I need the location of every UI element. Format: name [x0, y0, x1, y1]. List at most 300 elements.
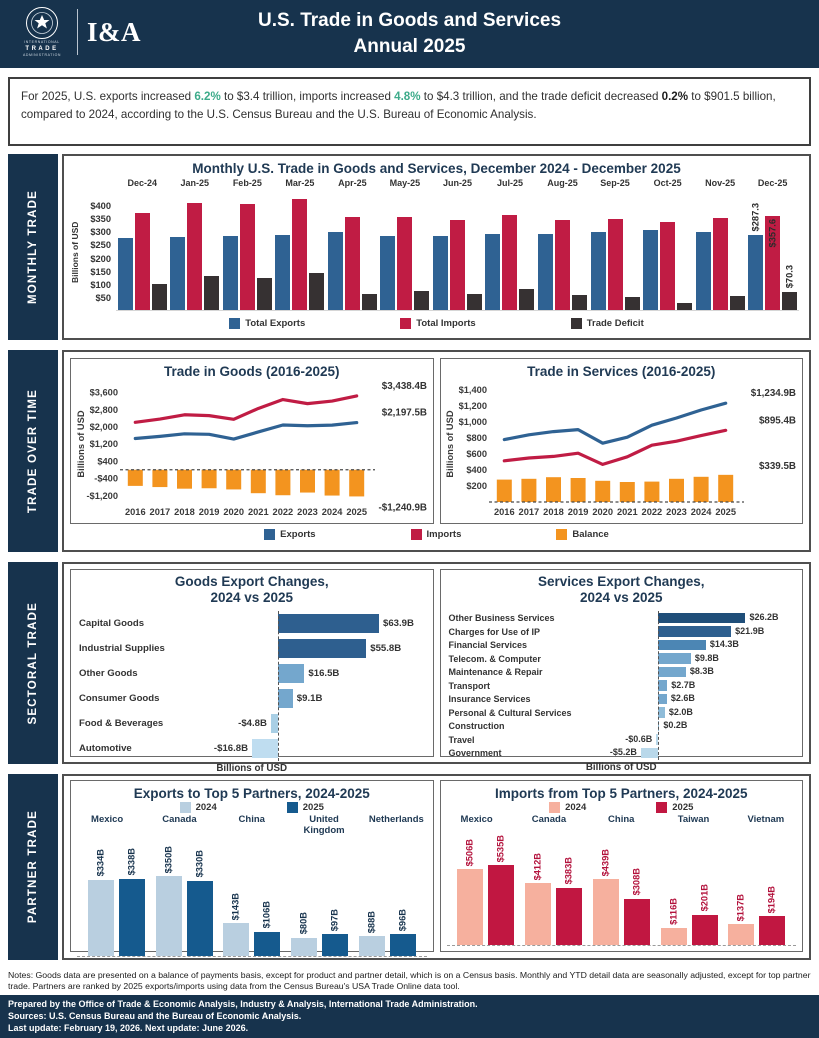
- annotation: $2,197.5B: [381, 407, 427, 419]
- bar-value-label: $308B: [631, 868, 642, 896]
- bar-total-exports-dec-25[interactable]: [748, 203, 763, 310]
- balance-bar-2024[interactable]: [694, 477, 709, 502]
- annotation: $1,234.9B: [751, 388, 797, 400]
- bar-total-imports-dec-25[interactable]: [765, 216, 780, 310]
- y-tick: $1,200: [89, 439, 118, 450]
- bar-zone: [596, 625, 792, 639]
- goods-export-changes-chart[interactable]: [70, 569, 434, 775]
- category-label: Other Business Services: [448, 613, 555, 624]
- bar-total-imports-aug-25[interactable]: [555, 220, 570, 310]
- balance-bar-2022[interactable]: [275, 470, 290, 495]
- services-changes-x-label: Billions of USD: [585, 761, 657, 773]
- x-tick-2016: 2016: [494, 506, 515, 517]
- value-label: $55.8B: [370, 642, 402, 654]
- bar-group-aug-25: [536, 220, 589, 310]
- legend-label: Trade Deficit: [586, 317, 644, 329]
- x-tick-2020: 2020: [592, 506, 614, 517]
- bar-other-business-services[interactable]: [658, 613, 745, 624]
- bar-total-exports-aug-25[interactable]: [538, 234, 553, 310]
- bar-value-label: $96B: [397, 908, 408, 931]
- bar-trade-deficit-feb-25[interactable]: [257, 278, 272, 310]
- bar-zone: [596, 719, 792, 733]
- monthly-month-labels: [116, 178, 799, 188]
- category-label: Financial Services: [448, 640, 528, 651]
- partner-name-united-kingdom: United Kingdom: [303, 813, 345, 836]
- footer-prepared-by: Prepared by the Office of Trade & Economic Analysis, Industry & Analysis, International Trade Administration.: [8, 998, 478, 1009]
- bar-capital-goods[interactable]: [278, 614, 379, 633]
- services-export-changes-chart[interactable]: [440, 569, 804, 773]
- bar-2025-mexico[interactable]: [119, 848, 145, 956]
- exports-partners-chart[interactable]: [70, 780, 434, 952]
- bar-2025-taiwan[interactable]: [692, 884, 718, 945]
- bar-zone: [203, 611, 425, 636]
- section-monthly-trade: [8, 154, 811, 340]
- x-tick-2020: 2020: [223, 506, 244, 517]
- legend-item-total-exports[interactable]: [229, 318, 305, 329]
- bar-total-exports-mar-25[interactable]: [275, 235, 290, 310]
- bar-zone: [596, 611, 792, 625]
- bar-total-exports-feb-25[interactable]: [223, 236, 238, 310]
- page-title-line2: Annual 2025: [353, 35, 466, 57]
- bar-total-imports-feb-25[interactable]: [240, 204, 255, 310]
- month-label-mar-25: Mar-25: [285, 177, 315, 188]
- partner-name-vietnam: Vietnam: [747, 813, 785, 825]
- exports-swatch-icon: [264, 529, 275, 540]
- bar-group-feb-25: [221, 204, 274, 310]
- trade-over-time-legend: [64, 529, 809, 540]
- legend-item-total-imports[interactable]: [400, 318, 475, 329]
- balance-bar-2025[interactable]: [349, 470, 364, 497]
- monthly-legend: [64, 318, 809, 329]
- balance-bar-2016[interactable]: [497, 480, 512, 502]
- bar-trade-deficit-aug-25[interactable]: [572, 295, 587, 310]
- bar-value-label: $137B: [735, 894, 746, 922]
- y-tick: $800: [466, 433, 488, 444]
- balance-swatch-icon: [556, 529, 567, 540]
- total-imports-swatch-icon: [400, 318, 411, 329]
- imports-partners-names: [441, 814, 803, 825]
- legend-item-trade-deficit[interactable]: [571, 318, 644, 329]
- row-other-business-services: [441, 611, 803, 625]
- bar-zone: [596, 638, 792, 652]
- bar-2024-mexico[interactable]: [88, 849, 114, 956]
- balance-bar-2022[interactable]: [645, 482, 660, 502]
- bar-total-imports-mar-25[interactable]: [292, 199, 307, 310]
- bar-total-exports-oct-25[interactable]: [643, 230, 658, 310]
- row-financial-services: [441, 638, 803, 652]
- bar-value-label: $330B: [193, 850, 204, 878]
- zero-line: [658, 611, 659, 760]
- balance-bar-2021[interactable]: [620, 482, 635, 502]
- bar-value-label: $535B: [495, 834, 506, 862]
- bar-total-exports-may-25[interactable]: [380, 236, 395, 310]
- bar-trade-deficit-dec-24[interactable]: [152, 284, 167, 310]
- balance-bar-2025[interactable]: [718, 475, 733, 502]
- y-tick: $3,600: [89, 387, 118, 398]
- legend-label: Total Imports: [416, 317, 476, 329]
- bar-zone: [203, 736, 425, 761]
- bar-total-imports-jul-25[interactable]: [502, 215, 517, 310]
- bar-group-china: [223, 892, 280, 956]
- bar-2024-china[interactable]: [593, 848, 619, 945]
- legend-item-2025[interactable]: [287, 802, 324, 813]
- bar-trade-deficit-jan-25[interactable]: [204, 276, 219, 310]
- sidebar-tab-trade-over-time: TRADE OVER TIME: [8, 350, 58, 552]
- bar-group-jul-25: [484, 215, 537, 310]
- notes-text: Notes: Goods data are presented on a balance of payments basis, except for product and partner detail, which is on a Census basis. Monthly and YTD detail data are seasonally adjusted, except for top partner trade. Partners are ranked by 2025 exports/imports using data from the Census Bureau's USA Trade Online data tool.: [8, 969, 811, 992]
- goods-changes-title: Goods Export Changes, 2024 vs 2025: [174, 573, 329, 606]
- goods-export-changes-rows: [71, 611, 433, 761]
- category-label: Maintenance & Repair: [448, 667, 543, 678]
- bar-2025-china[interactable]: [254, 901, 280, 956]
- bar-zone: [596, 706, 792, 720]
- bar-group-canada: [156, 845, 213, 956]
- bar-total-imports-sep-25[interactable]: [608, 219, 623, 309]
- sectoral-trade-panel: [62, 562, 811, 775]
- bar-value-label: $506B: [464, 838, 475, 867]
- bar-consumer-goods[interactable]: [278, 689, 292, 708]
- balance-bar-2016[interactable]: [128, 470, 143, 486]
- exports-partners-plot[interactable]: [77, 836, 427, 957]
- x-tick-2018: 2018: [173, 506, 195, 517]
- balance-bar-2020[interactable]: [226, 470, 241, 490]
- x-tick-2018: 2018: [543, 506, 565, 517]
- goods-changes-x-label: Billions of USD: [216, 763, 288, 775]
- bar-trade-deficit-oct-25[interactable]: [677, 303, 692, 310]
- partner-trade-panel: [62, 774, 811, 960]
- bar-total-imports-nov-25[interactable]: [713, 218, 728, 310]
- goods-over-time-chart[interactable]: [70, 358, 434, 524]
- 2025-swatch-icon: [656, 802, 667, 813]
- balance-bar-2019[interactable]: [201, 470, 216, 488]
- bar-value-label: $143B: [230, 892, 241, 921]
- zero-line: [278, 611, 279, 761]
- y-tick: -$400: [93, 473, 118, 484]
- x-tick-2024: 2024: [321, 506, 343, 517]
- value-label: $21.9B: [735, 625, 765, 636]
- category-label: Personal & Cultural Services: [448, 707, 572, 718]
- bar-total-exports-jun-25[interactable]: [433, 236, 448, 310]
- category-label: Consumer Goods: [79, 693, 160, 705]
- bar-group-jan-25: [169, 203, 222, 309]
- bar-total-exports-jul-25[interactable]: [485, 234, 500, 310]
- bar-financial-services[interactable]: [658, 640, 706, 651]
- section-trade-over-time: [8, 350, 811, 552]
- row-government: [441, 746, 803, 760]
- goods-time-title: Trade in Goods (2016-2025): [163, 363, 340, 379]
- 2024-swatch-icon: [180, 802, 191, 813]
- bar-trade-deficit-apr-25[interactable]: [362, 294, 377, 310]
- imports-swatch-icon: [411, 529, 422, 540]
- legend-label: 2025: [672, 801, 694, 813]
- bar-group-oct-25: [641, 222, 694, 310]
- imports-pct-change: 4.8%: [394, 90, 421, 103]
- bar-total-imports-jun-25[interactable]: [450, 220, 465, 310]
- bar-value-label: $439B: [600, 848, 611, 877]
- bar-maintenance-repair[interactable]: [658, 667, 686, 678]
- bar-zone: [596, 746, 792, 760]
- value-label: $0.2B: [663, 720, 688, 731]
- bar-group-taiwan: [661, 884, 718, 945]
- bar-total-exports-dec-24[interactable]: [118, 238, 133, 310]
- balance-bar-2017[interactable]: [522, 479, 537, 502]
- bar-automotive[interactable]: [252, 739, 278, 758]
- legend-item-exports[interactable]: [264, 529, 315, 540]
- balance-bar-2017[interactable]: [152, 470, 167, 487]
- category-label: Food & Beverages: [79, 718, 164, 730]
- bar-total-imports-jan-25[interactable]: [187, 203, 202, 309]
- bar-total-imports-oct-25[interactable]: [660, 222, 675, 310]
- row-automotive: [71, 736, 433, 761]
- category-label: Insurance Services: [448, 694, 531, 705]
- balance-bar-2023[interactable]: [669, 479, 684, 502]
- partner-name-netherlands: Netherlands: [368, 813, 424, 825]
- app-header: [0, 0, 819, 68]
- row-telecom-computer: [441, 652, 803, 666]
- legend-item-2024[interactable]: [180, 802, 217, 813]
- y-tick: $200: [90, 253, 111, 264]
- month-label-may-25: May-25: [389, 177, 421, 188]
- exports-pct-change: 6.2%: [194, 90, 221, 103]
- value-label: $26.2B: [749, 612, 779, 623]
- category-label: Transport: [448, 680, 491, 691]
- balance-bar-2020[interactable]: [595, 481, 610, 502]
- x-tick-2017: 2017: [149, 506, 170, 517]
- bar-zone: [203, 686, 425, 711]
- value-label: -$5.2B: [609, 747, 637, 758]
- bar-2024-china[interactable]: [223, 892, 249, 956]
- bar-2025-united-kingdom[interactable]: [322, 908, 348, 956]
- row-construction: [441, 719, 803, 733]
- legend-label: Exports: [280, 528, 316, 540]
- bar-group-netherlands: [359, 908, 416, 956]
- category-label: Travel: [448, 734, 475, 745]
- legend-item-imports[interactable]: [411, 529, 462, 540]
- y-tick: $1,400: [458, 385, 488, 396]
- bar-2025-canada[interactable]: [187, 850, 213, 956]
- month-label-jun-25: Jun-25: [442, 177, 472, 188]
- row-capital-goods: [71, 611, 433, 636]
- monthly-chart-title: Monthly U.S. Trade in Goods and Services, December 2024 - December 2025: [192, 160, 681, 176]
- bar-2025-netherlands[interactable]: [390, 908, 416, 956]
- row-maintenance-repair: [441, 665, 803, 679]
- bar-group-dec-24: [116, 213, 169, 310]
- month-label-sep-25: Sep-25: [600, 177, 630, 188]
- y-tick: $400: [90, 201, 111, 212]
- balance-bar-2023[interactable]: [300, 470, 315, 493]
- partner-name-mexico: Mexico: [460, 813, 493, 825]
- x-tick-2023: 2023: [296, 506, 318, 517]
- bar-value-label: $357.6: [766, 219, 777, 248]
- bar-total-imports-may-25[interactable]: [397, 217, 412, 310]
- value-label: $63.9B: [383, 617, 414, 629]
- y-tick: $400: [466, 465, 488, 476]
- legend-item-balance[interactable]: [556, 529, 608, 540]
- exports-line[interactable]: [135, 423, 356, 439]
- bar-other-goods[interactable]: [278, 664, 304, 683]
- category-label: Construction: [448, 721, 505, 732]
- goods-over-time-svg: [75, 381, 429, 521]
- row-transport: [441, 679, 803, 693]
- bar-trade-deficit-jul-25[interactable]: [519, 289, 534, 309]
- x-tick-2023: 2023: [666, 506, 688, 517]
- imports-partners-chart[interactable]: [440, 780, 804, 952]
- monthly-trade-panel[interactable]: [62, 154, 811, 340]
- bar-group-jun-25: [431, 220, 484, 310]
- value-label: $8.3B: [689, 666, 714, 677]
- bar-telecom-computer[interactable]: [658, 653, 691, 664]
- value-label: $2.0B: [668, 706, 693, 717]
- monthly-y-axis-label: Billions of USD: [70, 221, 80, 283]
- balance-bar-2024[interactable]: [324, 470, 339, 496]
- bar-transport[interactable]: [658, 680, 667, 691]
- partner-name-canada: Canada: [162, 813, 197, 825]
- services-time-title: Trade in Services (2016-2025): [527, 363, 716, 379]
- y-axis-label: Billions of USD: [445, 410, 456, 478]
- sidebar-tab-sectoral-trade: SECTORAL TRADE: [8, 562, 58, 764]
- value-label: -$0.6B: [625, 733, 653, 744]
- bar-total-imports-dec-24[interactable]: [135, 213, 150, 310]
- value-label: -$16.8B: [213, 742, 249, 754]
- bar-2024-mexico[interactable]: [457, 838, 483, 945]
- bar-total-imports-apr-25[interactable]: [345, 217, 360, 310]
- value-label: $2.6B: [670, 693, 695, 704]
- bar-insurance-services[interactable]: [658, 694, 667, 705]
- bar-trade-deficit-dec-25[interactable]: [782, 265, 797, 310]
- bar-2024-canada[interactable]: [156, 845, 182, 956]
- bar-value-label: $412B: [532, 852, 543, 881]
- x-tick-2022: 2022: [272, 506, 293, 517]
- section-partner-trade: [8, 774, 811, 960]
- month-label-dec-25: Dec-25: [757, 177, 788, 188]
- bar-2024-netherlands[interactable]: [359, 910, 385, 956]
- annotation: $339.5B: [759, 460, 797, 472]
- bar-trade-deficit-sep-25[interactable]: [625, 297, 640, 310]
- bar-zone: [596, 733, 792, 747]
- x-tick-2017: 2017: [518, 506, 540, 517]
- bar-2025-canada[interactable]: [556, 857, 582, 945]
- bar-charges-for-use-of-ip[interactable]: [658, 626, 731, 637]
- bar-2025-mexico[interactable]: [488, 834, 514, 945]
- bar-2024-canada[interactable]: [525, 852, 551, 945]
- imports-line[interactable]: [135, 396, 356, 422]
- legend-label: 2025: [302, 801, 324, 813]
- balance-bar-2019[interactable]: [571, 478, 586, 502]
- bar-2024-united-kingdom[interactable]: [291, 912, 317, 956]
- bar-trade-deficit-may-25[interactable]: [414, 291, 429, 310]
- imports-line[interactable]: [505, 430, 726, 464]
- summary-text-1: For 2025, U.S. exports increased: [21, 90, 195, 103]
- value-label: $16.5B: [308, 667, 340, 679]
- balance-bar-2018[interactable]: [546, 477, 561, 502]
- ia-logo-text: I&A: [87, 16, 141, 47]
- services-over-time-chart[interactable]: [440, 358, 804, 524]
- bar-group-nov-25: [694, 218, 747, 310]
- bar-2025-vietnam[interactable]: [759, 885, 785, 945]
- x-tick-2021: 2021: [617, 506, 638, 517]
- bar-value-label: $97B: [329, 908, 340, 931]
- row-other-goods: [71, 661, 433, 686]
- legend-item-2024[interactable]: [549, 802, 586, 813]
- balance-bar-2021[interactable]: [251, 470, 266, 493]
- category-label: Government: [448, 748, 502, 759]
- month-label-apr-25: Apr-25: [338, 177, 367, 188]
- bar-total-exports-sep-25[interactable]: [591, 232, 606, 310]
- legend-item-2025[interactable]: [656, 802, 693, 813]
- y-tick: $250: [90, 240, 111, 251]
- x-tick-2025: 2025: [346, 506, 367, 517]
- y-tick: $600: [466, 449, 488, 460]
- bar-2025-china[interactable]: [624, 868, 650, 945]
- monthly-y-axis: [80, 193, 116, 311]
- bar-group-sep-25: [589, 219, 642, 309]
- month-label-nov-25: Nov-25: [705, 177, 736, 188]
- x-tick-2021: 2021: [247, 506, 269, 517]
- bar-2024-taiwan[interactable]: [661, 897, 687, 945]
- row-industrial-supplies: [71, 636, 433, 661]
- bar-value-label: $350B: [162, 845, 173, 873]
- y-tick: $400: [97, 456, 118, 467]
- row-insurance-services: [441, 692, 803, 706]
- bar-trade-deficit-nov-25[interactable]: [730, 296, 745, 310]
- bar-food-beverages[interactable]: [271, 714, 279, 733]
- y-tick: $2,800: [89, 404, 118, 415]
- bar-total-exports-nov-25[interactable]: [696, 232, 711, 310]
- bar-value-label: $116B: [667, 897, 678, 925]
- bar-group-apr-25: [326, 217, 379, 310]
- bar-group-may-25: [379, 217, 432, 310]
- bar-zone: [596, 679, 792, 693]
- category-label: Capital Goods: [79, 618, 145, 630]
- partner-name-taiwan: Taiwan: [677, 813, 710, 825]
- category-label: Telecom. & Computer: [448, 653, 541, 664]
- x-tick-2019: 2019: [198, 506, 220, 517]
- total-exports-swatch-icon: [229, 318, 240, 329]
- annotation: $895.4B: [759, 415, 797, 427]
- bar-trade-deficit-jun-25[interactable]: [467, 294, 482, 310]
- bar-total-exports-jan-25[interactable]: [170, 237, 185, 310]
- bar-value-label: $287.3: [749, 203, 760, 232]
- services-changes-title: Services Export Changes, 2024 vs 2025: [537, 573, 705, 606]
- balance-bar-2018[interactable]: [177, 470, 192, 489]
- month-label-jul-25: Jul-25: [496, 177, 523, 188]
- legend-label: Balance: [572, 528, 609, 540]
- month-label-dec-24: Dec-24: [127, 177, 158, 188]
- partner-name-china: China: [608, 813, 635, 825]
- bar-government[interactable]: [641, 748, 658, 759]
- value-label: -$4.8B: [238, 717, 267, 729]
- footer-last-update: Last update: February 19, 2026. Next update: June 2026.: [8, 1022, 249, 1033]
- bar-2024-vietnam[interactable]: [728, 894, 754, 944]
- bar-industrial-supplies[interactable]: [278, 639, 366, 658]
- bar-group-united-kingdom: [291, 908, 348, 956]
- monthly-bar-plot[interactable]: [116, 192, 799, 311]
- bar-value-label: $334B: [95, 849, 106, 877]
- bar-zone: [203, 661, 425, 686]
- y-tick: $350: [90, 214, 111, 225]
- x-tick-2022: 2022: [641, 506, 663, 517]
- y-axis-label: Billions of USD: [75, 410, 86, 478]
- bar-zone: [203, 711, 425, 736]
- bar-total-exports-apr-25[interactable]: [328, 232, 343, 310]
- bar-trade-deficit-mar-25[interactable]: [309, 273, 324, 310]
- month-label-aug-25: Aug-25: [547, 177, 578, 188]
- row-personal-cultural-services: [441, 706, 803, 720]
- imports-partners-plot[interactable]: [447, 825, 797, 946]
- legend-label: 2024: [195, 801, 217, 813]
- bar-group-china: [593, 848, 650, 945]
- 2025-swatch-icon: [287, 802, 298, 813]
